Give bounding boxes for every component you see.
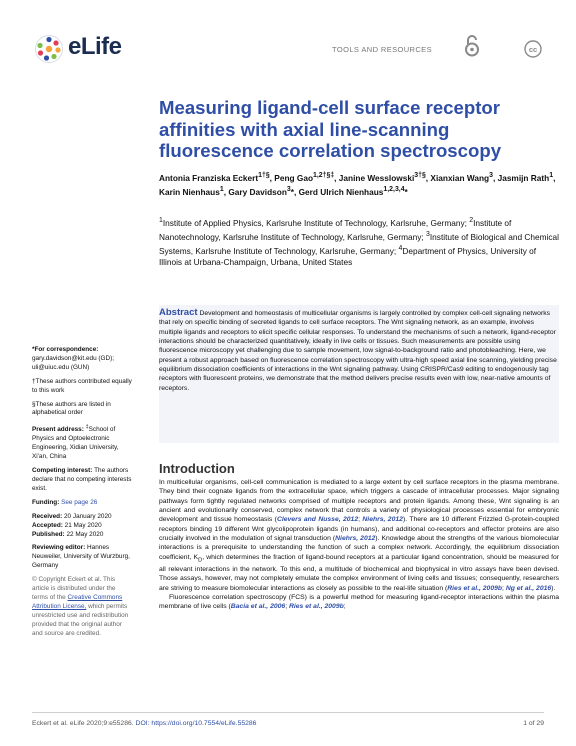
- intro-text: ;: [343, 603, 346, 611]
- received-label: Received:: [32, 512, 64, 520]
- author-list: [159, 170, 559, 198]
- author-name[interactable]: Xianxian Wang: [430, 172, 490, 183]
- author-name[interactable]: Gerd Ulrich Nienhaus: [298, 186, 384, 197]
- citation-link[interactable]: Ries et al., 2009b: [447, 584, 503, 592]
- present-address: [32, 423, 132, 462]
- affiliation-number: 2: [469, 217, 474, 224]
- competing-interest: [32, 467, 132, 494]
- correspondence-block: [32, 346, 132, 373]
- affiliation-number: 4: [398, 244, 403, 252]
- published-date: [32, 531, 132, 540]
- author-separator: ,: [269, 172, 275, 183]
- author-affiliation-sup: 3: [286, 185, 291, 193]
- citation-link[interactable]: Clevers and Nusse, 2012: [276, 516, 359, 524]
- author-affiliation-sup: 1,2,3,4: [383, 185, 405, 193]
- published-label: Published:: [32, 530, 67, 538]
- footer-divider: [32, 712, 544, 713]
- dates-block: [32, 513, 132, 540]
- footer-citation: [32, 720, 256, 727]
- author-separator: ,: [425, 172, 431, 183]
- author-affiliation-sup: 3†§: [414, 172, 426, 179]
- doi-link[interactable]: DOI: https://doi.org/10.7554/eLife.55286: [135, 720, 257, 727]
- accepted-value: 21 May 2020: [64, 521, 102, 529]
- copyright-note: [32, 576, 132, 638]
- intro-text: , which determines the fraction of ligand-bound receptors at a particular ligand concentration, should be measured for all relevant interactions in the network. To this end, a multitude of biochemical and biophysical in vitro assays have been devised. Those assays, however, may not completely emulate the complex environment of living cells and tissues; consequently, researchers are striving to measure biomolecular interactions as closely as possible to the real-life situation (: [159, 553, 559, 592]
- funding-label: Funding:: [32, 498, 62, 506]
- author-affiliation-sup: 3: [489, 172, 493, 179]
- introduction-body: [159, 478, 559, 612]
- affiliation-number: 1: [159, 217, 163, 224]
- affiliation-number: 3: [426, 230, 430, 238]
- abstract-label: Abstract: [159, 307, 198, 318]
- kd-subscript: D: [198, 556, 203, 563]
- correspondence-label: *For correspondence:: [32, 346, 99, 353]
- license-link[interactable]: Creative Commons Attribution License,: [32, 593, 123, 610]
- funding: [32, 499, 132, 508]
- cc-icon-text: cc: [528, 44, 538, 54]
- intro-text: Fluorescence correlation spectroscopy (FCS) is a powerful method for measuring ligand-receptor interactions within the plasma membrane of live cells (: [159, 594, 559, 611]
- copyright-text-end: which permits unrestricted use and redistribution provided that the original author and source are credited.: [32, 602, 129, 637]
- author-affiliation-sup: 1: [219, 185, 224, 193]
- alphabetical-order-note: §These authors are listed in alphabetical order: [32, 400, 111, 417]
- author-name[interactable]: Karin Nienhaus: [159, 186, 220, 197]
- open-access-icon[interactable]: [462, 34, 482, 58]
- funding-link[interactable]: See page 26: [61, 498, 98, 506]
- article-title: Measuring ligand-cell surface receptor affinities with axial line-scanning fluorescence correlation spectroscopy: [159, 97, 502, 161]
- abstract: [159, 308, 557, 393]
- competing-interest-label: Competing interest:: [32, 467, 95, 475]
- affiliation-text: Department of Physics, University of Illinois at Urbana-Champaign, Urbana, United States: [159, 245, 537, 267]
- intro-paragraph-1: [159, 478, 559, 593]
- reviewing-editor: [32, 544, 132, 571]
- received-date: [32, 513, 132, 522]
- author-separator: *: [404, 186, 408, 197]
- citation-link[interactable]: Bacia et al., 2006: [230, 603, 286, 611]
- author-name[interactable]: Jasmijn Rath: [497, 172, 550, 183]
- present-address-label: Present address:: [32, 426, 86, 434]
- published-value: 22 May 2020: [66, 530, 104, 538]
- author-separator: ,: [553, 172, 556, 183]
- equal-contribution-note: †These authors contributed equally to this work: [32, 377, 132, 394]
- intro-text: ). Knowledge about the strengths of the various biomolecular interactions is a prerequisite to understanding the function of such a complex network. Accordingly, the equilibrium dissociation coefficient, K: [159, 534, 559, 561]
- author-name[interactable]: Janine Wesslowski: [338, 172, 415, 183]
- copyright-text: © Copyright Eckert et al. This article is distributed under the terms of the: [32, 576, 116, 601]
- correspondence-emails[interactable]: gary.davidson@kit.edu (GD); uli@uiuc.edu (GUN): [32, 354, 115, 371]
- accepted-label: Accepted:: [32, 521, 65, 529]
- author-name[interactable]: Antonia Franziska Eckert: [159, 172, 259, 183]
- present-address-sup: ‡: [85, 424, 89, 431]
- author-separator: ,: [492, 172, 498, 183]
- affiliation-text: Institute of Applied Physics, Karlsruhe Institute of Technology, Karlsruhe, Germany;: [162, 217, 470, 228]
- intro-text: ).: [551, 584, 556, 592]
- citation-link[interactable]: Niehrs, 2012: [362, 516, 403, 524]
- intro-text: ). There are 10 different Frizzled G-protein-coupled receptors binding 19 different Wnt glycolipoprotein ligands (in humans), and additional co-receptors and effector proteins are also crucially involved in the modulation of signal transduction (: [159, 516, 559, 542]
- author-name[interactable]: Gary Davidson: [228, 186, 287, 197]
- footer-citation-text: Eckert et al. eLife 2020;9:e55286.: [32, 720, 136, 727]
- received-value: 20 January 2020: [63, 512, 112, 520]
- author-separator: ,: [334, 172, 339, 183]
- intro-text: In multicellular organisms, cell-cell communication is mediated to a large extent by cell surface receptors in the plasma membrane. They bind their cognate ligands from the extracellular space, which triggers a cascade of intracellular processes. Major signaling pathways form tightly regulated networks comprised of multiple receptors and protein ligands. Among these, Wnt signaling is an ancient and evolutionarily conserved, complex network that controls a variety of physiological processes essential for embryonic development and tissue homeostasis (: [159, 479, 559, 524]
- intro-paragraph-2: [159, 593, 559, 612]
- citation-link[interactable]: Niehrs, 2012: [335, 534, 376, 542]
- intro-text: ;: [502, 584, 506, 592]
- author-affiliation-sup: 1†§: [258, 172, 270, 179]
- affiliations: [159, 215, 559, 268]
- intro-text: ;: [285, 603, 289, 611]
- reviewing-editor-label: Reviewing editor:: [32, 544, 88, 552]
- author-affiliation-sup: 1,2†§‡: [313, 172, 335, 179]
- present-address-text: School of Physics and Optoelectronic Engineering, Xidian University, Xi'an, China: [32, 426, 119, 461]
- accepted-date: [32, 522, 132, 531]
- article-info-sidebar: [32, 346, 132, 644]
- elife-logo[interactable]: [34, 32, 154, 68]
- competing-interest-text: The authors declare that no competing interests exist.: [32, 467, 132, 492]
- creative-commons-icon[interactable]: [524, 40, 542, 58]
- affiliation-text: Institute of Biological and Chemical Systems, Karlsruhe Institute of Technology, Karlsruhe, Germany;: [159, 231, 560, 256]
- elife-logo-icon: [34, 34, 64, 64]
- author-separator: *,: [290, 186, 299, 197]
- citation-link[interactable]: Ries et al., 2009b: [288, 603, 344, 611]
- article-section-label: TOOLS AND RESOURCES: [332, 45, 432, 54]
- author-affiliation-sup: 1: [549, 172, 554, 179]
- affiliation-text: Institute of Nanotechnology, Karlsruhe Institute of Technology, Karlsruhe, Germany;: [159, 217, 512, 242]
- page-number: 1 of 29: [523, 720, 544, 727]
- reviewing-editor-text: Hannes Neuweiler, University of Wurzburg, Germany: [32, 544, 130, 570]
- citation-link[interactable]: Ng et al., 2016: [505, 584, 552, 592]
- author-separator: ,: [223, 186, 229, 197]
- intro-text: ;: [358, 516, 363, 524]
- introduction-heading: Introduction: [159, 461, 235, 476]
- author-name[interactable]: Peng Gao: [274, 172, 314, 183]
- elife-logo-text: eLife: [68, 33, 122, 60]
- abstract-text: Development and homeostasis of multicellular organisms is largely controlled by complex cell-cell signaling networks that rely on specific binding of secreted ligands to cell surface receptors. The Wnt signaling network, as an example, involves multiple ligands and receptors to elicit specific cellular responses. To understand the mechanisms of such a network, ligand-receptor interactions should be characterized quantitatively, ideally in live cells or tissues. Such measurements are possible using fluorescence microscopy yet challenging due to sample movement, low signal-to-background ratio and photobleaching. Here, we present a robust approach based on fluorescence correlation spectroscopy with ultra-high speed axial line scanning, yielding precise equilibrium dissociation coefficients of interactions in the Wnt signaling pathway. Using CRISPR/Cas9 editing to endogenously tag receptors with fluorescent proteins, we demonstrate that the method delivers precise results even with low, near-native amounts of receptors.: [159, 310, 557, 392]
